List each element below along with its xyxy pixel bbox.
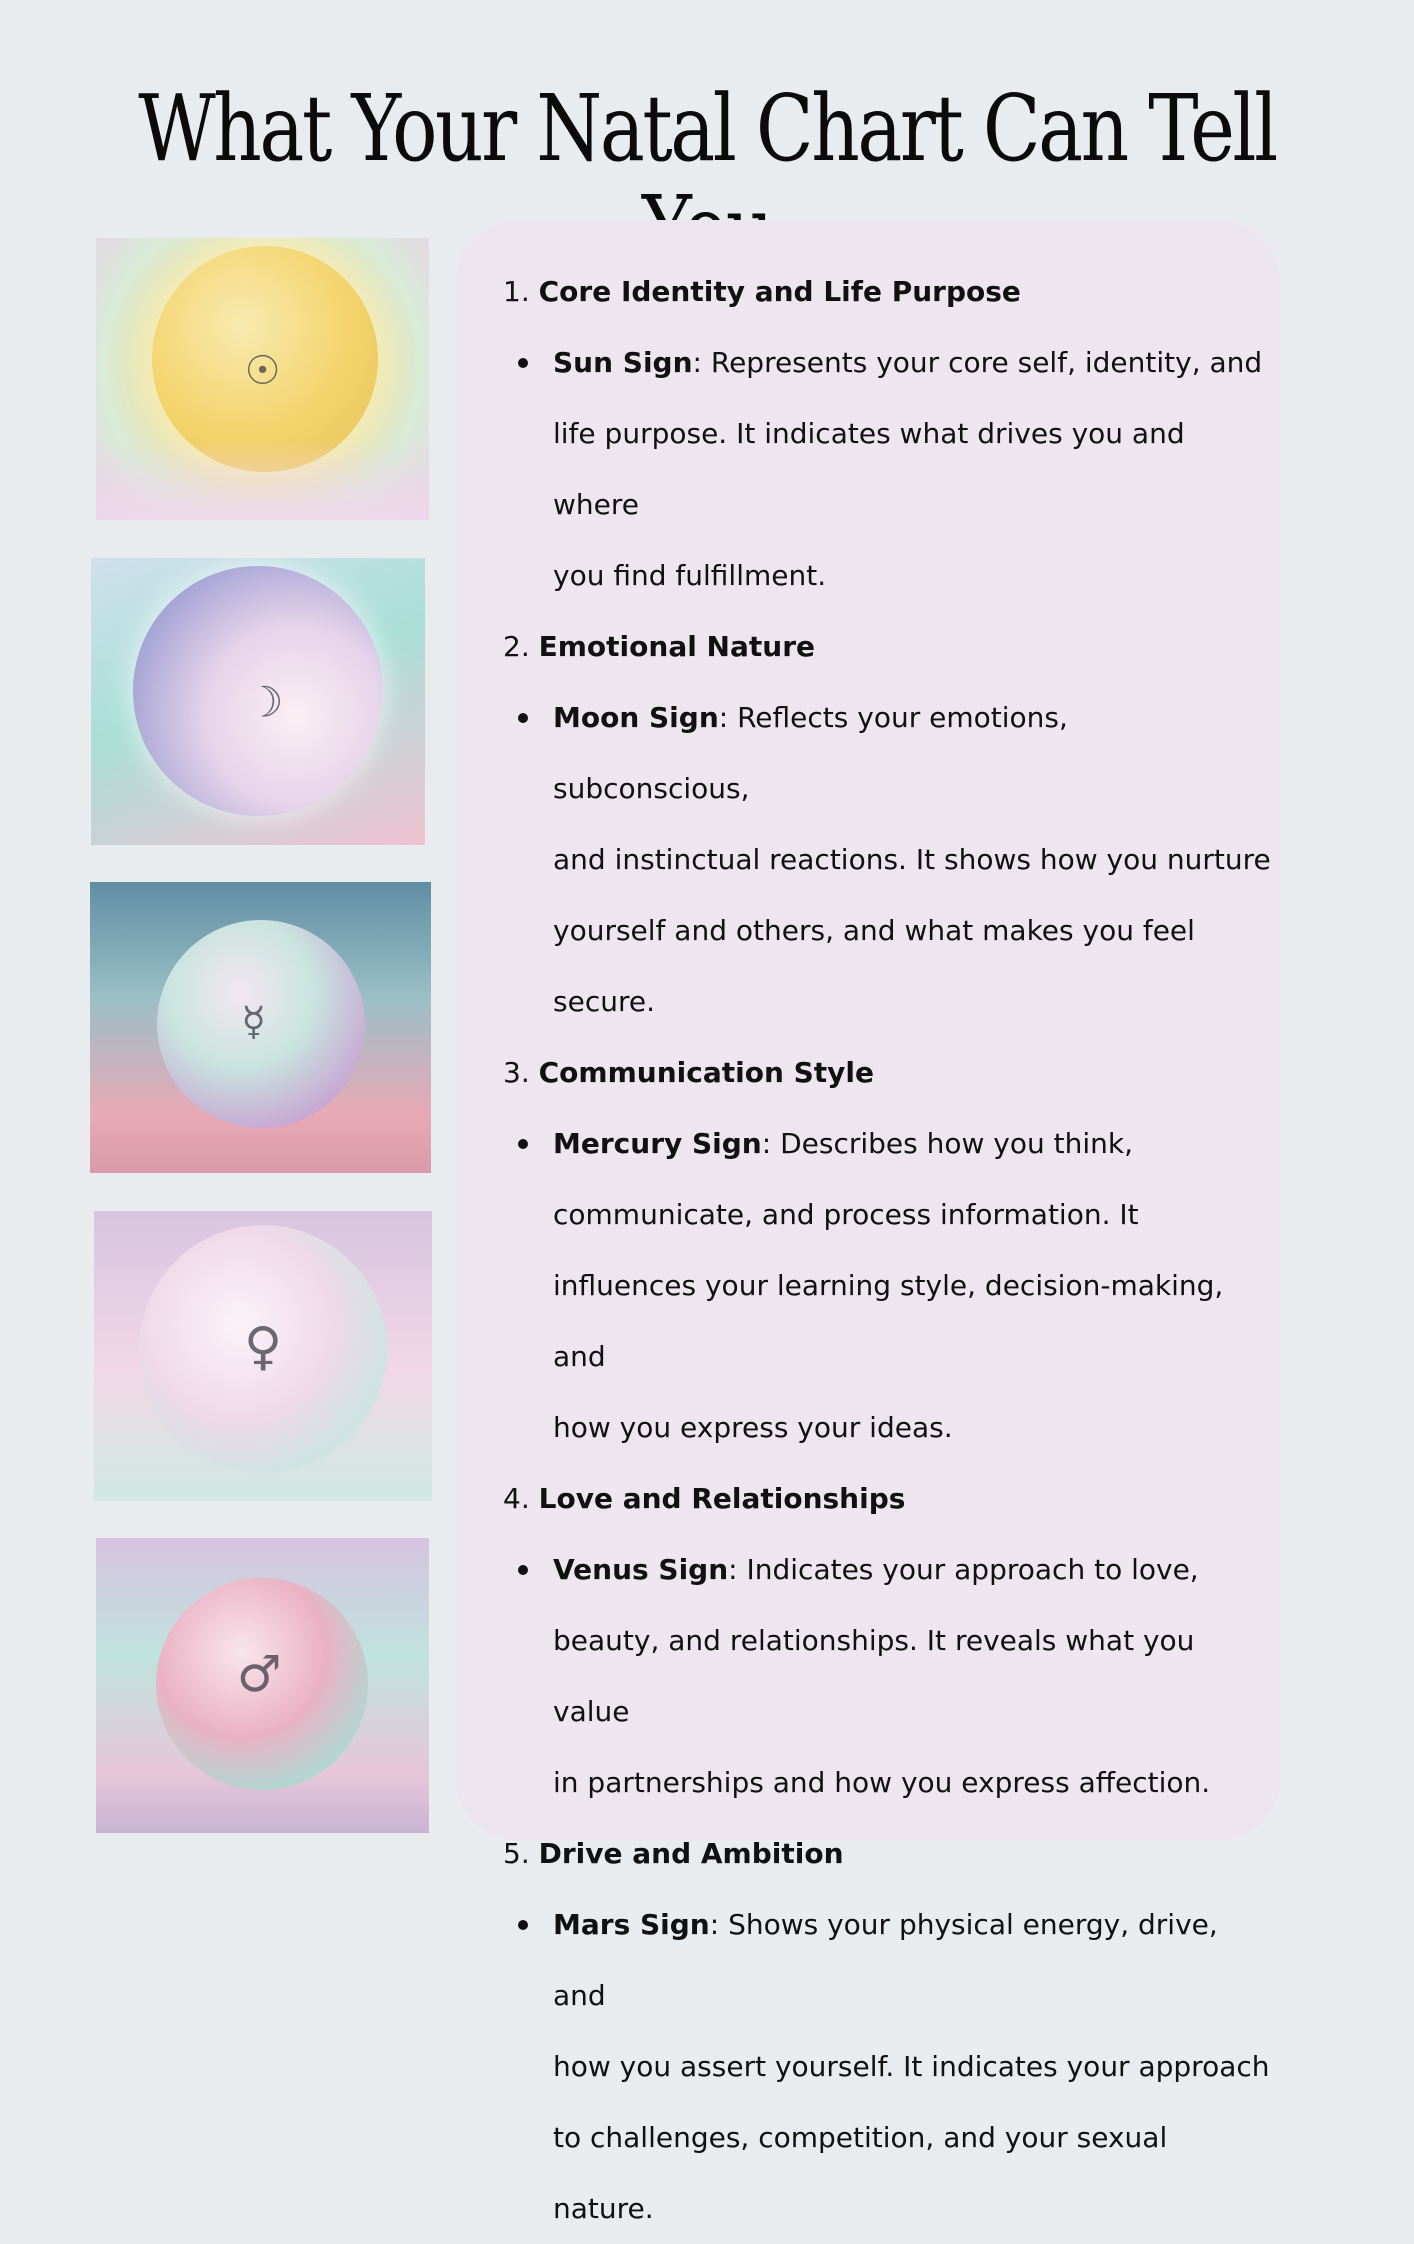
item-key: Mars Sign xyxy=(553,1908,710,1941)
list-item: Venus Sign: Indicates your approach to love, beauty, and relationships. It reveals what you value in partnerships and how you express affection. xyxy=(503,1534,1273,1818)
section-drive-ambition xyxy=(503,1818,1273,2244)
moon-image xyxy=(91,558,425,845)
section-heading: Communication Style xyxy=(538,1056,875,1089)
section-communication-style xyxy=(503,1037,1273,1463)
section-heading: Core Identity and Life Purpose xyxy=(538,275,1021,308)
natal-chart-list xyxy=(503,256,1273,2244)
bullet-icon xyxy=(518,1139,528,1149)
item-key: Mercury Sign xyxy=(553,1127,762,1160)
section-love-relationships xyxy=(503,1463,1273,1818)
page-title: What Your Natal Chart Can Tell xyxy=(138,75,1276,182)
cloud-layer xyxy=(96,440,429,520)
list-item: Sun Sign: Represents your core self, identity, and life purpose. It indicates what drives you and where you find fulfillment. xyxy=(503,327,1273,611)
mercury-symbol-icon: ☿ xyxy=(241,998,266,1045)
bullet-icon xyxy=(518,358,528,368)
list-item: Mars Sign: Shows your physical energy, drive, and how you assert yourself. It indicates your approach to challenges, competition, and your sexual nature. xyxy=(503,1889,1273,2244)
bullet-icon xyxy=(518,1565,528,1575)
list-item: Moon Sign: Reflects your emotions, subconscious, and instinctual reactions. It shows how you nurture yourself and others, and what makes you feel secure. xyxy=(503,682,1273,1037)
section-number: 4. xyxy=(503,1482,530,1515)
item-key: Moon Sign xyxy=(553,701,719,734)
moon-symbol-icon: ☽ xyxy=(245,677,284,726)
section-number: 2. xyxy=(503,630,530,663)
bullet-icon xyxy=(518,713,528,723)
sun-symbol-icon: ☉ xyxy=(244,347,281,394)
section-core-identity xyxy=(503,256,1273,611)
venus-symbol-icon: ♀ xyxy=(243,1317,283,1378)
list-item: Mercury Sign: Describes how you think, communicate, and process information. It influences your learning style, decision-making, and how you express your ideas. xyxy=(503,1108,1273,1463)
section-heading: Drive and Ambition xyxy=(538,1837,844,1870)
mars-symbol-icon: ♂ xyxy=(236,1644,282,1703)
section-number: 3. xyxy=(503,1056,530,1089)
sun-image xyxy=(96,238,429,520)
bullet-icon xyxy=(518,1920,528,1930)
venus-image xyxy=(94,1211,432,1501)
mars-image xyxy=(96,1538,429,1833)
mercury-image xyxy=(90,882,431,1173)
item-key: Venus Sign xyxy=(553,1553,729,1586)
section-heading: Love and Relationships xyxy=(538,1482,906,1515)
section-heading: Emotional Nature xyxy=(538,630,816,663)
section-emotional-nature xyxy=(503,611,1273,1037)
item-key: Sun Sign xyxy=(553,346,693,379)
section-number: 5. xyxy=(503,1837,530,1870)
section-number: 1. xyxy=(503,275,530,308)
